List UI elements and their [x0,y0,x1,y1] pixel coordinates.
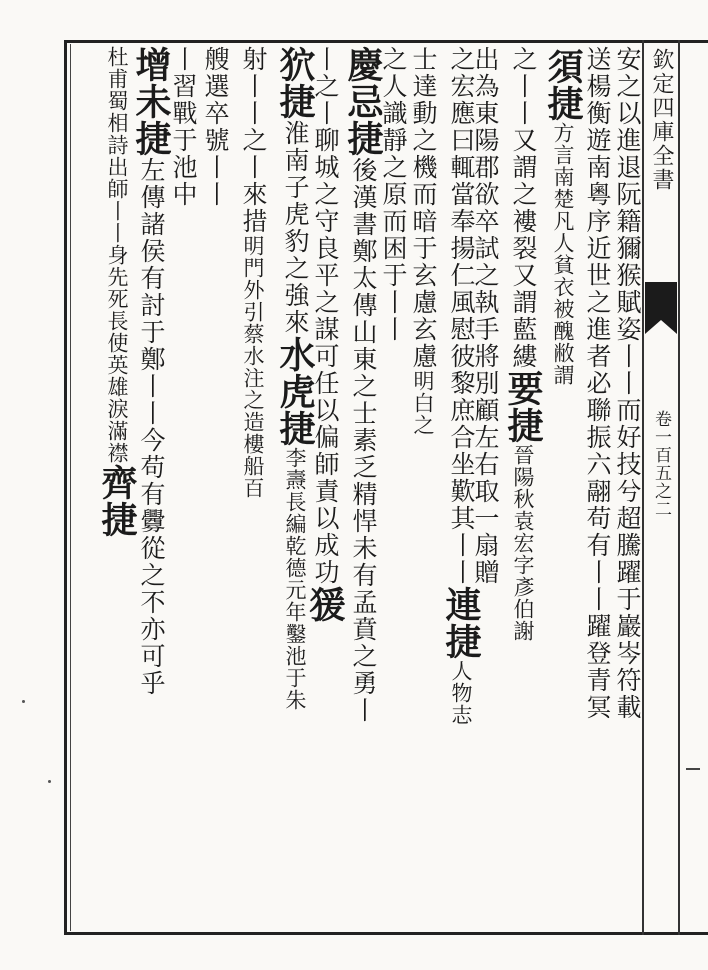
body-text: 出為東陽郡欲卒試之執手將別顧左右取一扇贈 [471,46,500,586]
body-text: 射丨丨之丨來措 [239,46,268,235]
annotation-text: 明門外引蔡水注之造樓船百 [241,235,265,499]
annotation-text: 方言南楚凡人貧衣被醜敝謂 [551,122,575,386]
annotation-text: 杜甫蜀相詩出師丨丨身先死長使英雄淚滿襟 [105,46,129,464]
annotation-text: 李燾長編乾德元年鑿池于朱 [283,447,307,711]
body-text: 士達動之機而暗于玄慮玄慮 [409,46,438,370]
body-text: 安之以進退阮籍獮猴賦姿丨丨而好技兮超騰躍于巖岑符載 [613,46,642,721]
annotation-text: 晉陽秋袁宏字彥伯謝 [511,444,535,642]
entry-headword: 齊捷 [96,464,138,538]
entry-headword: 水虎捷 [274,336,316,447]
body-text: 之丨丨又謂之褸裂又謂藍縷 [509,46,538,370]
body-text: 後漢書鄭太傳山東之士素乏精悍未有孟賁之勇丨 [349,157,378,724]
annotation-text: 人物志 [449,660,473,726]
frame-border-bottom [66,932,708,935]
text-column [96,46,138,538]
text-column [440,46,482,726]
entry-headword: 狖捷 [274,46,316,120]
text-column [502,46,544,642]
text-column [612,46,642,721]
body-text: 之人識靜之原而困于丨丨 [379,46,408,343]
spine-tick [686,768,700,770]
frame-border-top [66,40,708,43]
spine-border-outer [678,40,680,935]
body-text: 左傳諸侯有討于鄭丨丨今苟有釁從之不亦可乎 [137,157,166,697]
text-column [274,46,316,711]
body-text: 丨習戰于池中 [169,46,198,208]
text-column [168,46,198,208]
entry-headword: 連捷 [440,586,482,660]
body-text: 艘選卒號丨丨 [201,46,230,208]
spine-title: 欽定四庫全書 [649,48,674,192]
body-text: 淮南子虎豹之強來 [281,120,310,336]
text-column [200,46,230,208]
text-column [238,46,268,499]
annotation-text: 明白之 [411,370,435,436]
spine-border-inner [642,40,644,935]
body-text: 送楊衡遊南粵序近世之進者必聯振六翮苟有丨丨躍登青冥 [583,46,612,721]
frame-border-left [64,40,67,935]
entry-headword: 增未捷 [130,46,172,157]
spine-volume: 卷一百五之二 [651,410,671,518]
text-column [408,46,438,436]
frame-border-left-inner [70,44,71,931]
text-column [582,46,612,721]
entry-headword: 慶忌捷 [342,46,384,157]
paper-speck [22,700,25,703]
body-text: 之宏應曰輒當奉揚仁風慰彼黎庶合坐歎其丨丨 [447,46,476,586]
text-column [342,46,384,724]
body-text: 丨之丨聊城之守良平之謀可任以偏師責以成功 [311,46,340,586]
entry-headword: 要捷 [502,370,544,444]
entry-headword: 猨 [304,586,346,623]
entry-headword: 須捷 [542,48,584,122]
paper-speck [48,780,51,783]
text-column [542,48,584,386]
fishtail-mark-icon [645,282,677,334]
